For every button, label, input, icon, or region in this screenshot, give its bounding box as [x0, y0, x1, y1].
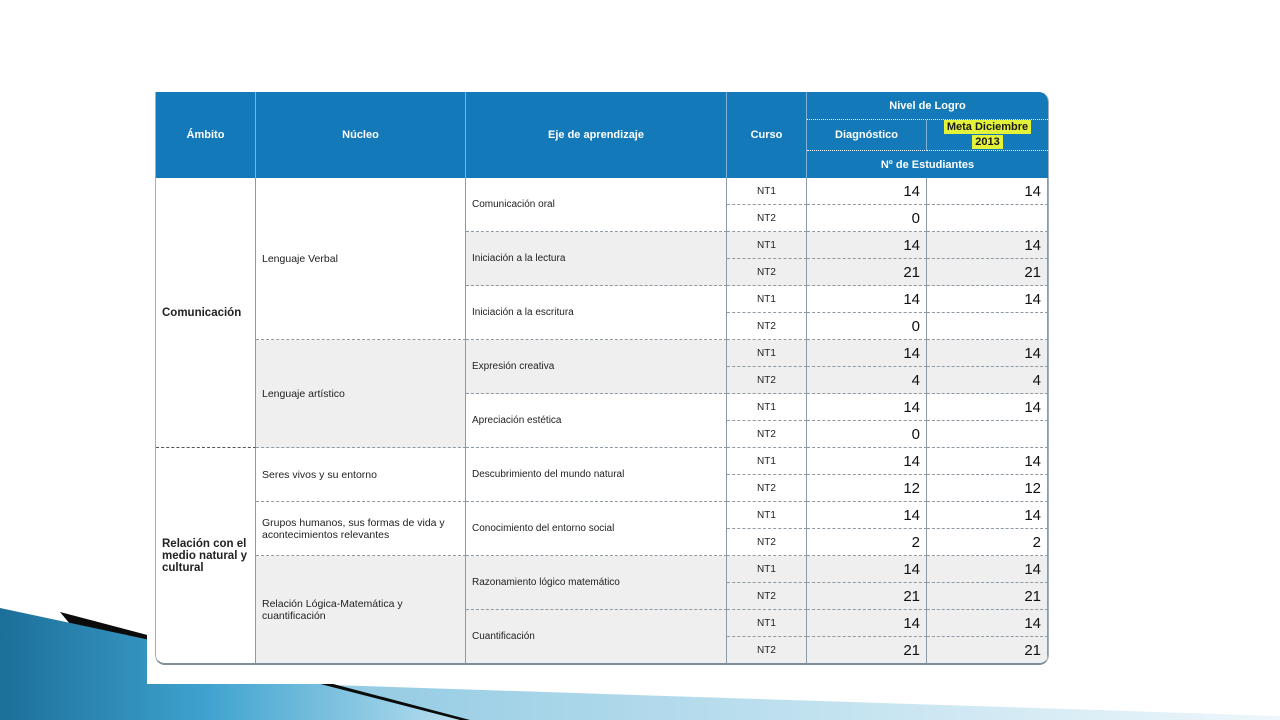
- meta-cell: 21: [927, 637, 1048, 663]
- eje-cell: Razonamiento lógico matemático: [466, 556, 727, 610]
- diagnostico-cell: 0: [807, 313, 927, 340]
- meta-cell: [927, 205, 1048, 232]
- meta-cell: 14: [927, 502, 1048, 529]
- curso-cell: NT2: [727, 205, 807, 232]
- eje-cell: Comunicación oral: [466, 178, 727, 232]
- meta-cell: 14: [927, 448, 1048, 475]
- curso-cell: NT1: [727, 502, 807, 529]
- meta-cell: 14: [927, 232, 1048, 259]
- eje-cell: Descubrimiento del mundo natural: [466, 448, 727, 502]
- diagnostico-cell: 14: [807, 610, 927, 637]
- table-row: [156, 502, 1048, 529]
- curso-cell: NT2: [727, 421, 807, 448]
- meta-cell: [927, 313, 1048, 340]
- diagnostico-cell: 21: [807, 637, 927, 663]
- meta-cell: 21: [927, 583, 1048, 610]
- meta-cell: [927, 421, 1048, 448]
- eje-cell: Cuantificación: [466, 610, 727, 663]
- diagnostico-cell: 14: [807, 232, 927, 259]
- header-diagnostico: Diagnóstico: [807, 120, 927, 151]
- ambito-cell: Relación con el medio natural y cultural: [156, 448, 256, 663]
- table-row: [156, 448, 1048, 475]
- curso-cell: NT2: [727, 259, 807, 286]
- meta-line1: Meta Diciembre: [944, 120, 1031, 134]
- diagnostico-cell: 4: [807, 367, 927, 394]
- eje-cell: Iniciación a la escritura: [466, 286, 727, 340]
- eje-cell: Expresión creativa: [466, 340, 727, 394]
- table-row: [156, 556, 1048, 583]
- meta-cell: 14: [927, 556, 1048, 583]
- curso-cell: NT1: [727, 448, 807, 475]
- meta-cell: 21: [927, 259, 1048, 286]
- diagnostico-cell: 14: [807, 448, 927, 475]
- curso-cell: NT1: [727, 178, 807, 205]
- meta-cell: 14: [927, 610, 1048, 637]
- diagnostico-cell: 12: [807, 475, 927, 502]
- nucleo-cell: Lenguaje artístico: [256, 340, 466, 448]
- curso-cell: NT2: [727, 475, 807, 502]
- curso-cell: NT2: [727, 637, 807, 663]
- header-meta: [927, 120, 1048, 151]
- header-nucleo: Núcleo: [256, 92, 466, 178]
- curso-cell: NT1: [727, 556, 807, 583]
- header-curso: Curso: [727, 92, 807, 178]
- meta-cell: 4: [927, 367, 1048, 394]
- header-eje: Eje de aprendizaje: [466, 92, 727, 178]
- meta-cell: 14: [927, 340, 1048, 367]
- diagnostico-cell: 0: [807, 421, 927, 448]
- diagnostico-cell: 14: [807, 556, 927, 583]
- table-row: [156, 340, 1048, 367]
- diagnostico-cell: 21: [807, 259, 927, 286]
- diagnostico-cell: 14: [807, 286, 927, 313]
- curso-cell: NT2: [727, 367, 807, 394]
- meta-cell: 14: [927, 394, 1048, 421]
- nucleo-cell: Relación Lógica-Matemática y cuantificación: [256, 556, 466, 663]
- curso-cell: NT1: [727, 340, 807, 367]
- diagnostico-cell: 21: [807, 583, 927, 610]
- meta-cell: 2: [927, 529, 1048, 556]
- logros-table: [155, 92, 1049, 665]
- curso-cell: NT2: [727, 529, 807, 556]
- curso-cell: NT1: [727, 286, 807, 313]
- diagnostico-cell: 14: [807, 178, 927, 205]
- curso-cell: NT2: [727, 583, 807, 610]
- curso-cell: NT1: [727, 610, 807, 637]
- header-nivel-logro: Nivel de Logro: [807, 92, 1048, 120]
- diagnostico-cell: 0: [807, 205, 927, 232]
- nucleo-cell: Seres vivos y su entorno: [256, 448, 466, 502]
- nucleo-cell: Lenguaje Verbal: [256, 178, 466, 340]
- meta-cell: 14: [927, 286, 1048, 313]
- meta-cell: 12: [927, 475, 1048, 502]
- eje-cell: Apreciación estética: [466, 394, 727, 448]
- diagnostico-cell: 14: [807, 502, 927, 529]
- ambito-cell: Comunicación: [156, 178, 256, 448]
- meta-line2: 2013: [972, 135, 1002, 149]
- header-ambito: Ámbito: [156, 92, 256, 178]
- eje-cell: Iniciación a la lectura: [466, 232, 727, 286]
- diagnostico-cell: 14: [807, 394, 927, 421]
- nucleo-cell: Grupos humanos, sus formas de vida y acontecimientos relevantes: [256, 502, 466, 556]
- curso-cell: NT1: [727, 232, 807, 259]
- diagnostico-cell: 2: [807, 529, 927, 556]
- table-row: [156, 178, 1048, 205]
- table-sheet: [147, 84, 1051, 684]
- eje-cell: Conocimiento del entorno social: [466, 502, 727, 556]
- header-n-estudiantes: Nº de Estudiantes: [807, 151, 1048, 178]
- meta-cell: 14: [927, 178, 1048, 205]
- diagnostico-cell: 14: [807, 340, 927, 367]
- curso-cell: NT1: [727, 394, 807, 421]
- curso-cell: NT2: [727, 313, 807, 340]
